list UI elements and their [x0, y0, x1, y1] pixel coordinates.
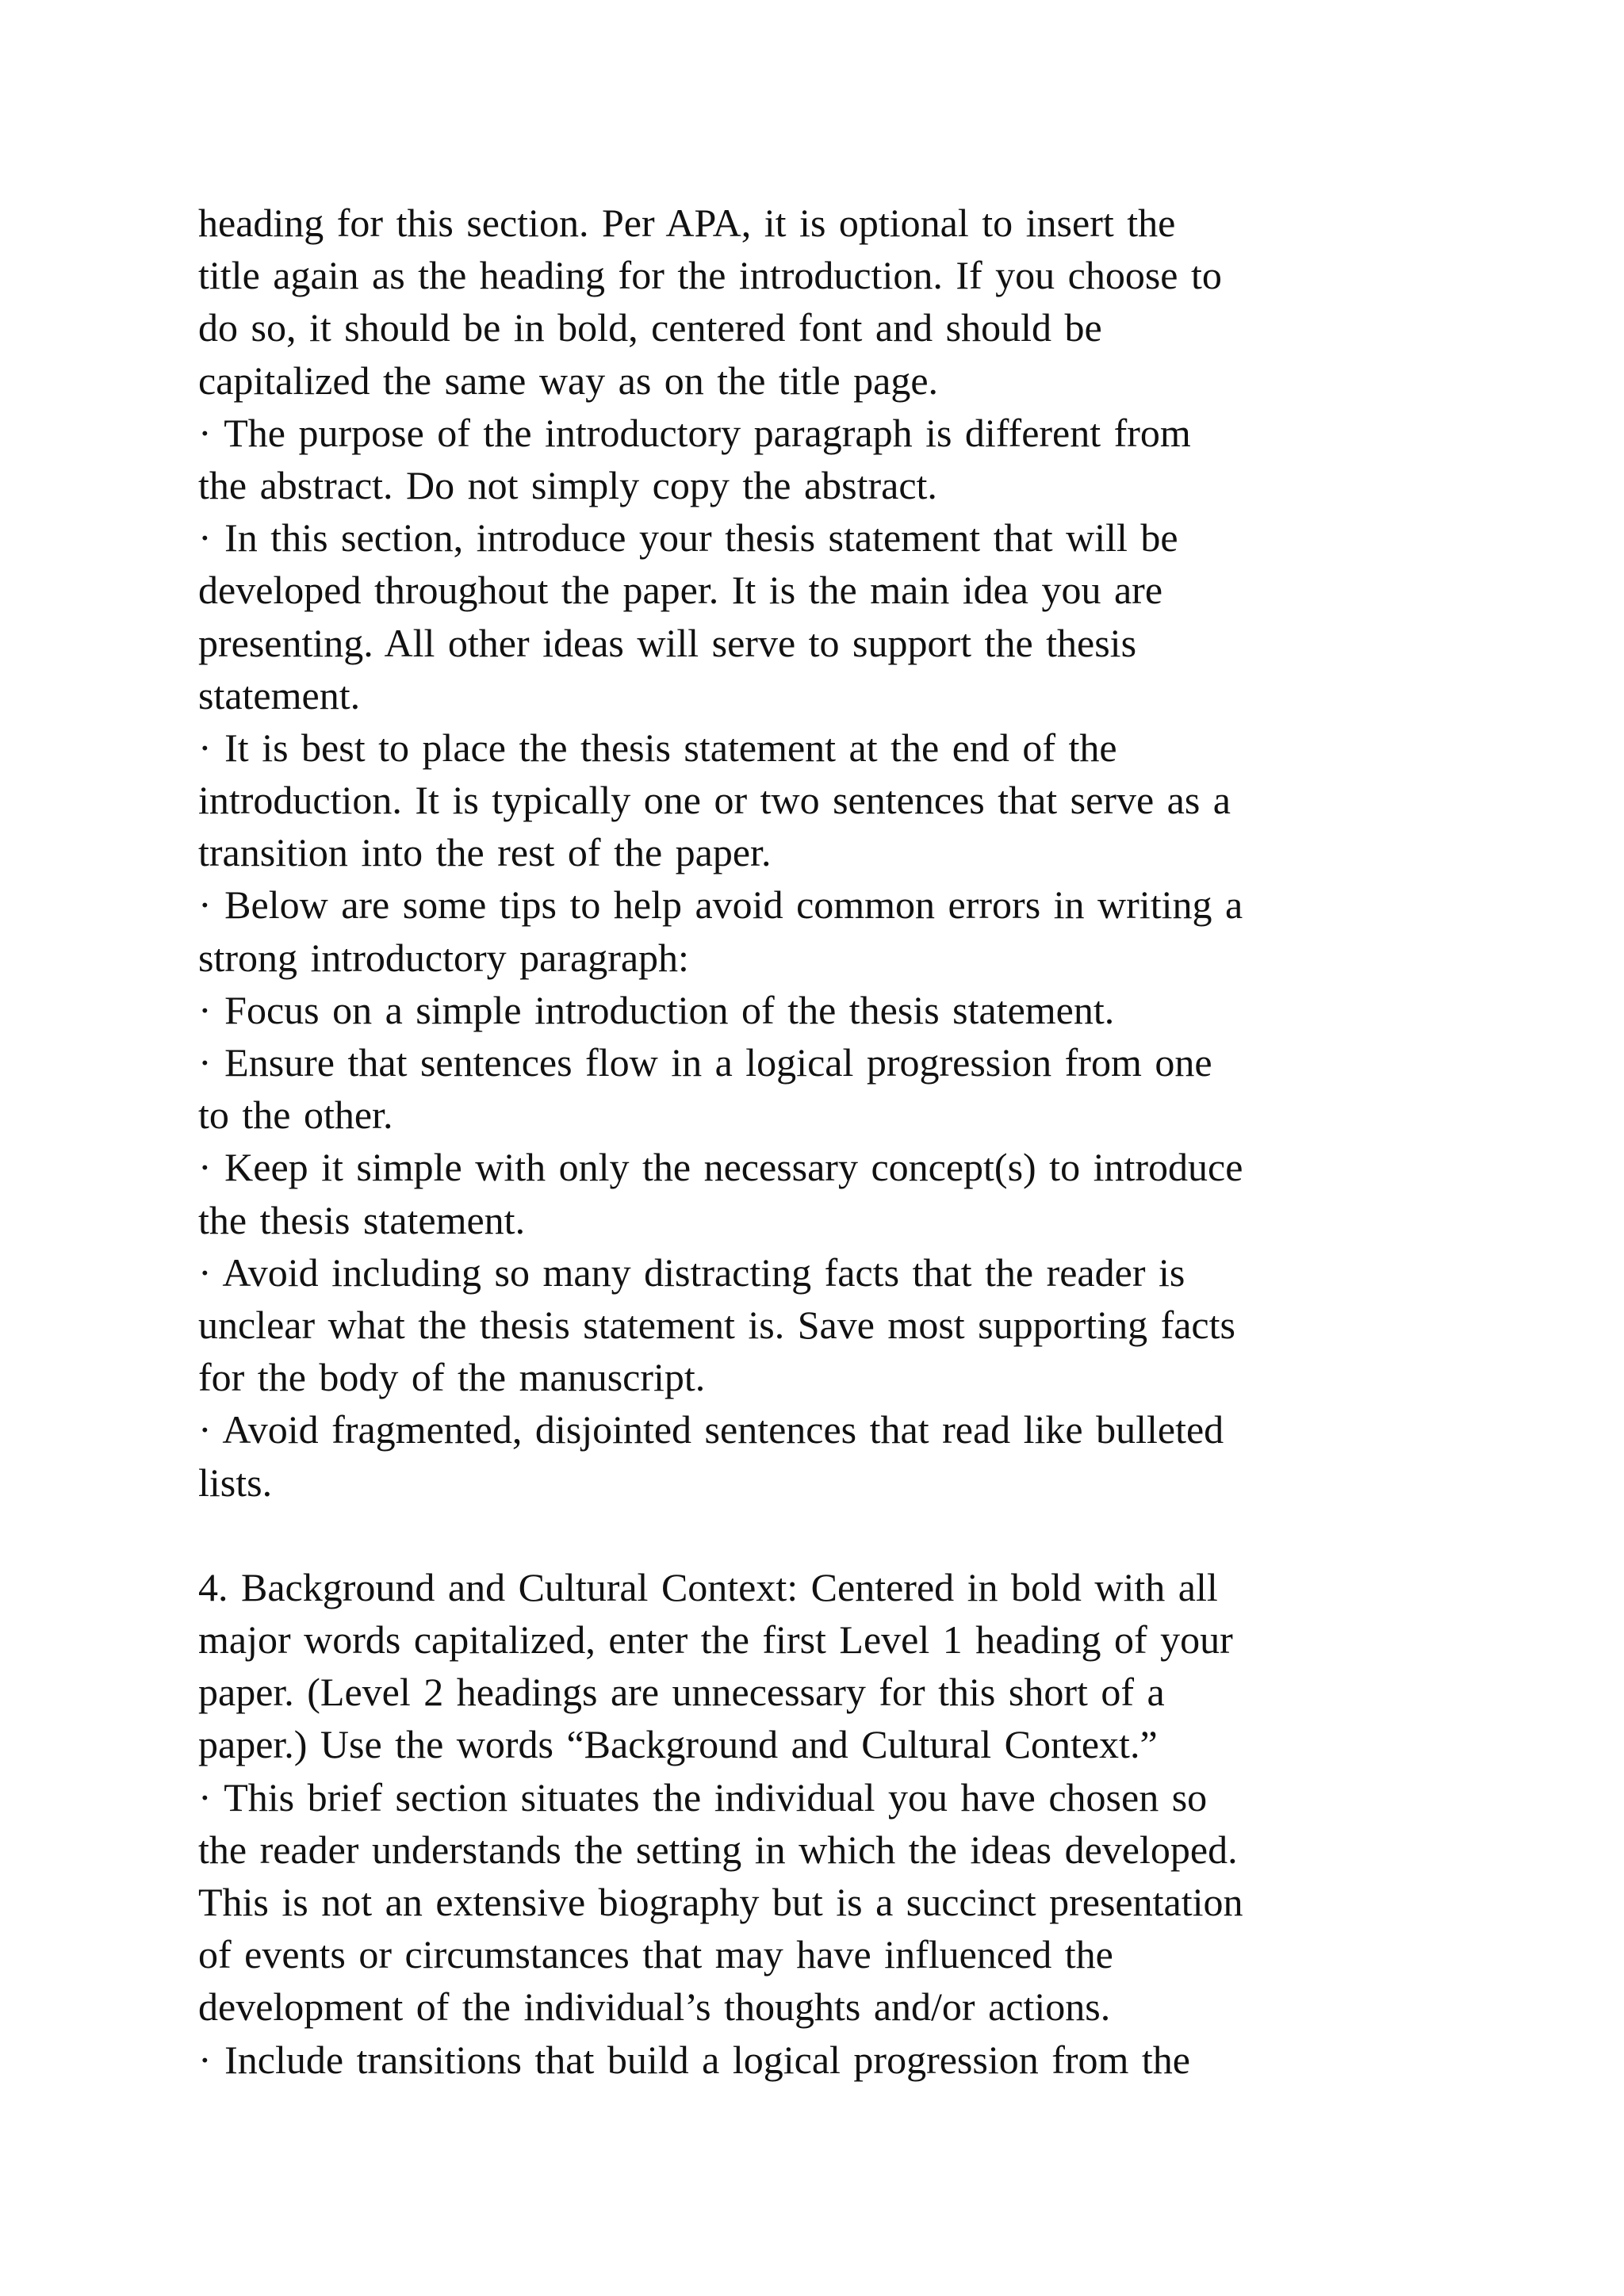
- text-line: development of the individual’s thoughts and/or actions.: [198, 1984, 1111, 2030]
- text-line: heading for this section. Per APA, it is optional to insert the: [198, 201, 1176, 245]
- text-line: This is not an extensive biography but is a succinct presentation: [198, 1880, 1243, 1924]
- bullet-line: · Focus on a simple introduction of the thesis statement.: [198, 987, 1115, 1032]
- text-line: of events or circumstances that may have influenced the: [198, 1932, 1113, 1977]
- bullet-line: · It is best to place the thesis statement at the end of the: [198, 725, 1117, 770]
- bullet-line: · In this section, introduce your thesis statement that will be: [198, 515, 1178, 561]
- text-line: lists.: [198, 1460, 273, 1505]
- text-line: major words capitalized, enter the first Level 1 heading of your: [198, 1617, 1233, 1663]
- document-body: [198, 197, 1499, 2086]
- section-heading-line: 4. Background and Cultural Context: Centered in bold with all: [198, 1564, 1218, 1609]
- text-line: capitalized the same way as on the title page.: [198, 358, 939, 403]
- text-line: the abstract. Do not simply copy the abstract.: [198, 462, 937, 507]
- text-line: transition into the rest of the paper.: [198, 830, 772, 875]
- text-line: introduction. It is typically one or two sentences that serve as a: [198, 778, 1231, 823]
- text-line: paper.) Use the words “Background and Cultural Context.”: [198, 1722, 1158, 1767]
- text-line: the reader understands the setting in which the ideas developed.: [198, 1827, 1238, 1872]
- bullet-line: · Below are some tips to help avoid common errors in writing a: [198, 882, 1243, 928]
- bullet-line: · This brief section situates the individual you have chosen so: [198, 1774, 1208, 1820]
- text-line: do so, it should be in bold, centered font and should be: [198, 305, 1102, 350]
- text-line: for the body of the manuscript.: [198, 1355, 706, 1400]
- bullet-line: · Include transitions that build a logical progression from the: [198, 2037, 1190, 2082]
- text-line: paper. (Level 2 headings are unnecessary for this short of a: [198, 1670, 1165, 1715]
- text-line: the thesis statement.: [198, 1197, 526, 1242]
- bullet-line: · Keep it simple with only the necessary concept(s) to introduce: [198, 1145, 1243, 1190]
- bullet-line: · Avoid fragmented, disjointed sentences that read like bulleted: [198, 1407, 1224, 1452]
- text-line: statement.: [198, 672, 361, 718]
- blank-line: [198, 1509, 1499, 1561]
- bullet-line: · Ensure that sentences flow in a logical progression from one: [198, 1040, 1212, 1085]
- text-line: presenting. All other ideas will serve to support the thesis: [198, 620, 1137, 665]
- text-line: title again as the heading for the introduction. If you choose to: [198, 253, 1222, 298]
- text-line: to the other.: [198, 1093, 393, 1138]
- bullet-line: · The purpose of the introductory paragraph is different from: [198, 410, 1191, 455]
- text-line: unclear what the thesis statement is. Save most supporting facts: [198, 1302, 1235, 1347]
- text-line: strong introductory paragraph:: [198, 935, 689, 980]
- bullet-line: · Avoid including so many distracting facts that the reader is: [198, 1249, 1185, 1295]
- text-line: developed throughout the paper. It is the main idea you are: [198, 568, 1163, 613]
